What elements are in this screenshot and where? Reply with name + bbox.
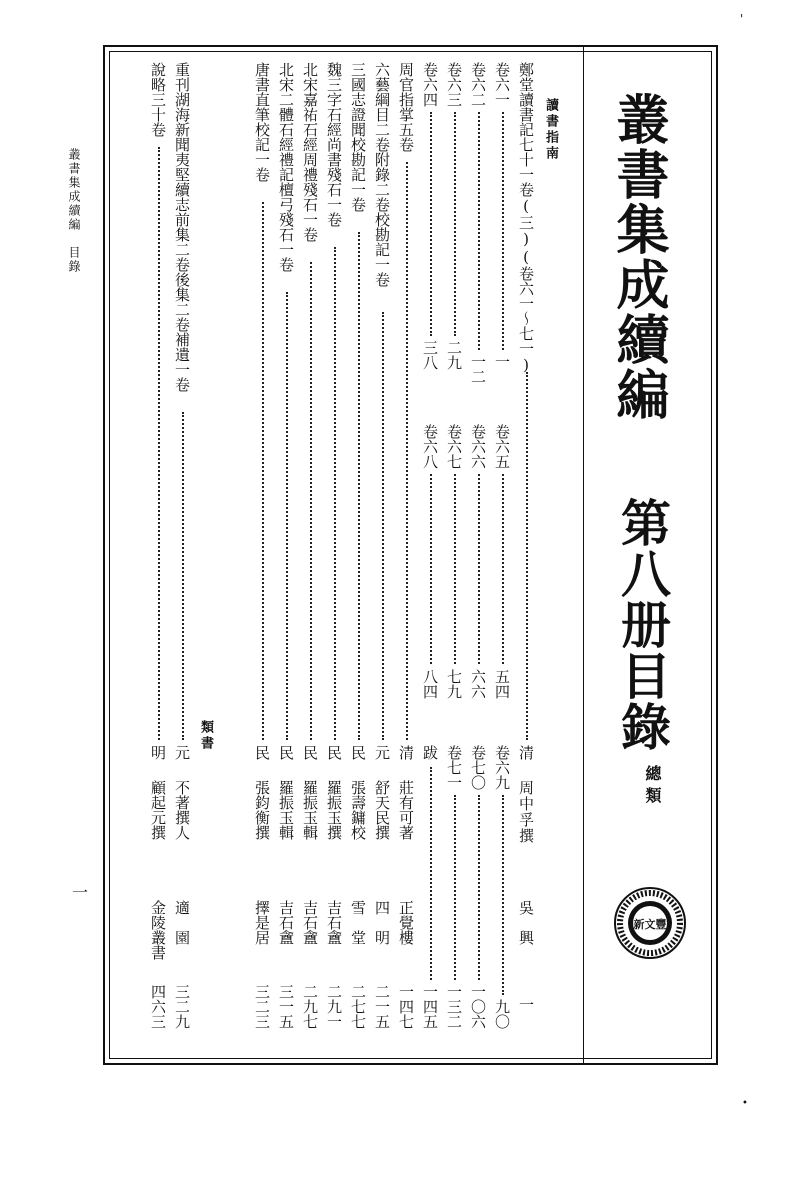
leader-dots <box>358 232 360 740</box>
entry-title: 重刊湖海新聞夷堅續志前集二卷後集二卷補遺一卷 <box>173 62 191 392</box>
leader-dots <box>502 474 504 664</box>
leader-dots <box>454 474 456 664</box>
toc-entry <box>492 62 514 1032</box>
leader-dots <box>286 292 288 740</box>
leader-dots <box>478 112 480 350</box>
entry-page: 二七七 <box>349 984 367 1029</box>
entry-dynasty: 元 <box>173 745 191 760</box>
entry-title: 周官指掌五卷 <box>397 62 415 152</box>
edge-mark: ' <box>740 12 744 26</box>
entry-source: 正覺樓 <box>397 900 415 945</box>
entry-page: 一二 <box>469 354 487 384</box>
toc-entry <box>300 62 322 1032</box>
entry-title: 魏三字石經尚書殘石一卷 <box>325 62 343 227</box>
volume-title: 第八册目錄 <box>613 497 672 752</box>
entry-source: 吉石盦 <box>277 900 295 945</box>
entry-dynasty: 民 <box>325 745 343 760</box>
entry-author: 莊有可著 <box>397 780 415 840</box>
entry-title: 卷六二 <box>469 62 487 107</box>
category-label: 總類 <box>643 765 662 809</box>
toc-entry <box>148 62 170 1032</box>
leader-dots <box>182 412 184 740</box>
entry-page: 三八 <box>421 340 439 370</box>
entry-page: 五四 <box>493 669 511 699</box>
entry-title: 鄭堂讀書記七十一卷(三)(卷六一～七一) <box>517 62 535 374</box>
entry-page: 二九七 <box>301 984 319 1029</box>
toc-entry <box>444 62 466 1032</box>
entry-page: 四六三 <box>149 984 167 1029</box>
spine-running-title: 叢書集成續編 目錄 <box>67 148 81 274</box>
entry-title: 卷六八 <box>421 424 439 469</box>
leader-dots <box>382 312 384 740</box>
entry-page: 三二九 <box>173 984 191 1029</box>
entry-page: 三二三 <box>253 984 271 1029</box>
entry-title: 卷六九 <box>493 745 511 790</box>
entry-dynasty: 民 <box>301 745 319 760</box>
section-heading-reading-guide: 讀書指南 <box>543 98 558 162</box>
entry-dynasty: 民 <box>253 745 271 760</box>
entry-author: 羅振玉撰 <box>325 780 343 840</box>
leader-dots <box>454 795 456 980</box>
leader-dots <box>526 372 528 740</box>
entry-dynasty: 明 <box>149 745 167 760</box>
entry-title: 卷六三 <box>445 62 463 107</box>
leader-dots <box>262 202 264 740</box>
entry-title: 唐書直筆校記一卷 <box>253 62 271 182</box>
toc-entry <box>372 62 394 1032</box>
toc-entry <box>468 62 490 1032</box>
entry-title: 六藝綱目二卷附錄二卷校勘記一卷 <box>373 62 391 287</box>
entry-page: 一 <box>493 354 511 369</box>
entry-page: 一三二 <box>445 984 463 1029</box>
toc-entry <box>516 62 538 1032</box>
entry-source: 吉石盦 <box>301 900 319 945</box>
entry-dynasty: 民 <box>349 745 367 760</box>
entry-title: 說略三十卷 <box>149 62 167 137</box>
entry-title: 卷六一 <box>493 62 511 107</box>
toc-entry <box>276 62 298 1032</box>
leader-dots <box>478 795 480 980</box>
entry-page: 七九 <box>445 669 463 699</box>
toc-entry <box>348 62 370 1032</box>
leader-dots <box>430 112 432 336</box>
entry-dynasty: 元 <box>373 745 391 760</box>
entry-page: 六六 <box>469 669 487 699</box>
toc-entry <box>396 62 418 1032</box>
entry-author: 張壽鏞校 <box>349 780 367 840</box>
entry-page: 九〇 <box>493 999 511 1029</box>
entry-page: 二九 <box>445 340 463 370</box>
leader-dots <box>502 795 504 995</box>
entry-dynasty: 清 <box>517 745 535 760</box>
leader-dots <box>430 474 432 664</box>
toc-entry <box>324 62 346 1032</box>
entry-source: 適 園 <box>173 900 191 945</box>
leader-dots <box>454 112 456 336</box>
entry-title: 卷六七 <box>445 424 463 469</box>
entry-author: 舒天民撰 <box>373 780 391 840</box>
entry-title: 卷七一 <box>445 745 463 790</box>
entry-page: 八四 <box>421 669 439 699</box>
title-divider <box>583 47 584 1063</box>
entry-source: 四 明 <box>373 900 391 945</box>
entry-source: 雪 堂 <box>349 900 367 945</box>
entry-page: 一四七 <box>397 984 415 1029</box>
entry-author: 羅振玉輯 <box>301 780 319 840</box>
entry-title: 北宋嘉祐石經周禮殘石一卷 <box>301 62 319 242</box>
section-heading-encyclopedias: 類書 <box>198 720 213 752</box>
entry-author: 羅振玉輯 <box>277 780 295 840</box>
entry-page: 三一五 <box>277 984 295 1029</box>
entry-page: 一〇六 <box>469 984 487 1029</box>
leader-dots <box>158 147 160 740</box>
toc-entry <box>252 62 274 1032</box>
entry-title: 卷六五 <box>493 424 511 469</box>
toc-entry <box>420 62 442 1032</box>
entry-dynasty: 民 <box>277 745 295 760</box>
entry-title: 卷七〇 <box>469 745 487 790</box>
entry-source: 金陵叢書 <box>149 900 167 960</box>
entry-title: 跋 <box>421 745 439 760</box>
entry-page: 一 <box>517 997 535 1012</box>
entry-page: 一四五 <box>421 984 439 1029</box>
entry-title: 北宋二體石經禮記檀弓殘石一卷 <box>277 62 295 272</box>
leader-dots <box>406 162 408 740</box>
entry-author: 張鈞衡撰 <box>253 780 271 840</box>
entry-source: 擇是居 <box>253 900 271 945</box>
leader-dots <box>478 474 480 664</box>
toc-entry <box>172 62 194 1032</box>
spine-page-number: 一 <box>72 883 89 902</box>
series-title: 叢書集成續編 <box>608 92 670 422</box>
entry-page: 二一五 <box>373 984 391 1029</box>
leader-dots <box>502 112 504 350</box>
entry-dynasty: 清 <box>397 745 415 760</box>
publisher-seal-text: 新文豐 <box>633 918 667 931</box>
edge-mark: • <box>742 1098 748 1109</box>
entry-title: 三國志證聞校勘記一卷 <box>349 62 367 212</box>
entry-page: 二九一 <box>325 984 343 1029</box>
entry-title: 卷六六 <box>469 424 487 469</box>
leader-dots <box>334 247 336 740</box>
entry-title: 卷六四 <box>421 62 439 107</box>
leader-dots <box>310 262 312 740</box>
entry-author: 顧起元撰 <box>149 780 167 840</box>
leader-dots <box>430 767 432 980</box>
entry-author: 不著撰人 <box>173 780 191 840</box>
entry-source: 吉石盦 <box>325 900 343 945</box>
publisher-seal-icon <box>613 886 687 960</box>
entry-source: 吳 興 <box>517 900 535 945</box>
entry-author: 周中孚撰 <box>517 780 535 844</box>
